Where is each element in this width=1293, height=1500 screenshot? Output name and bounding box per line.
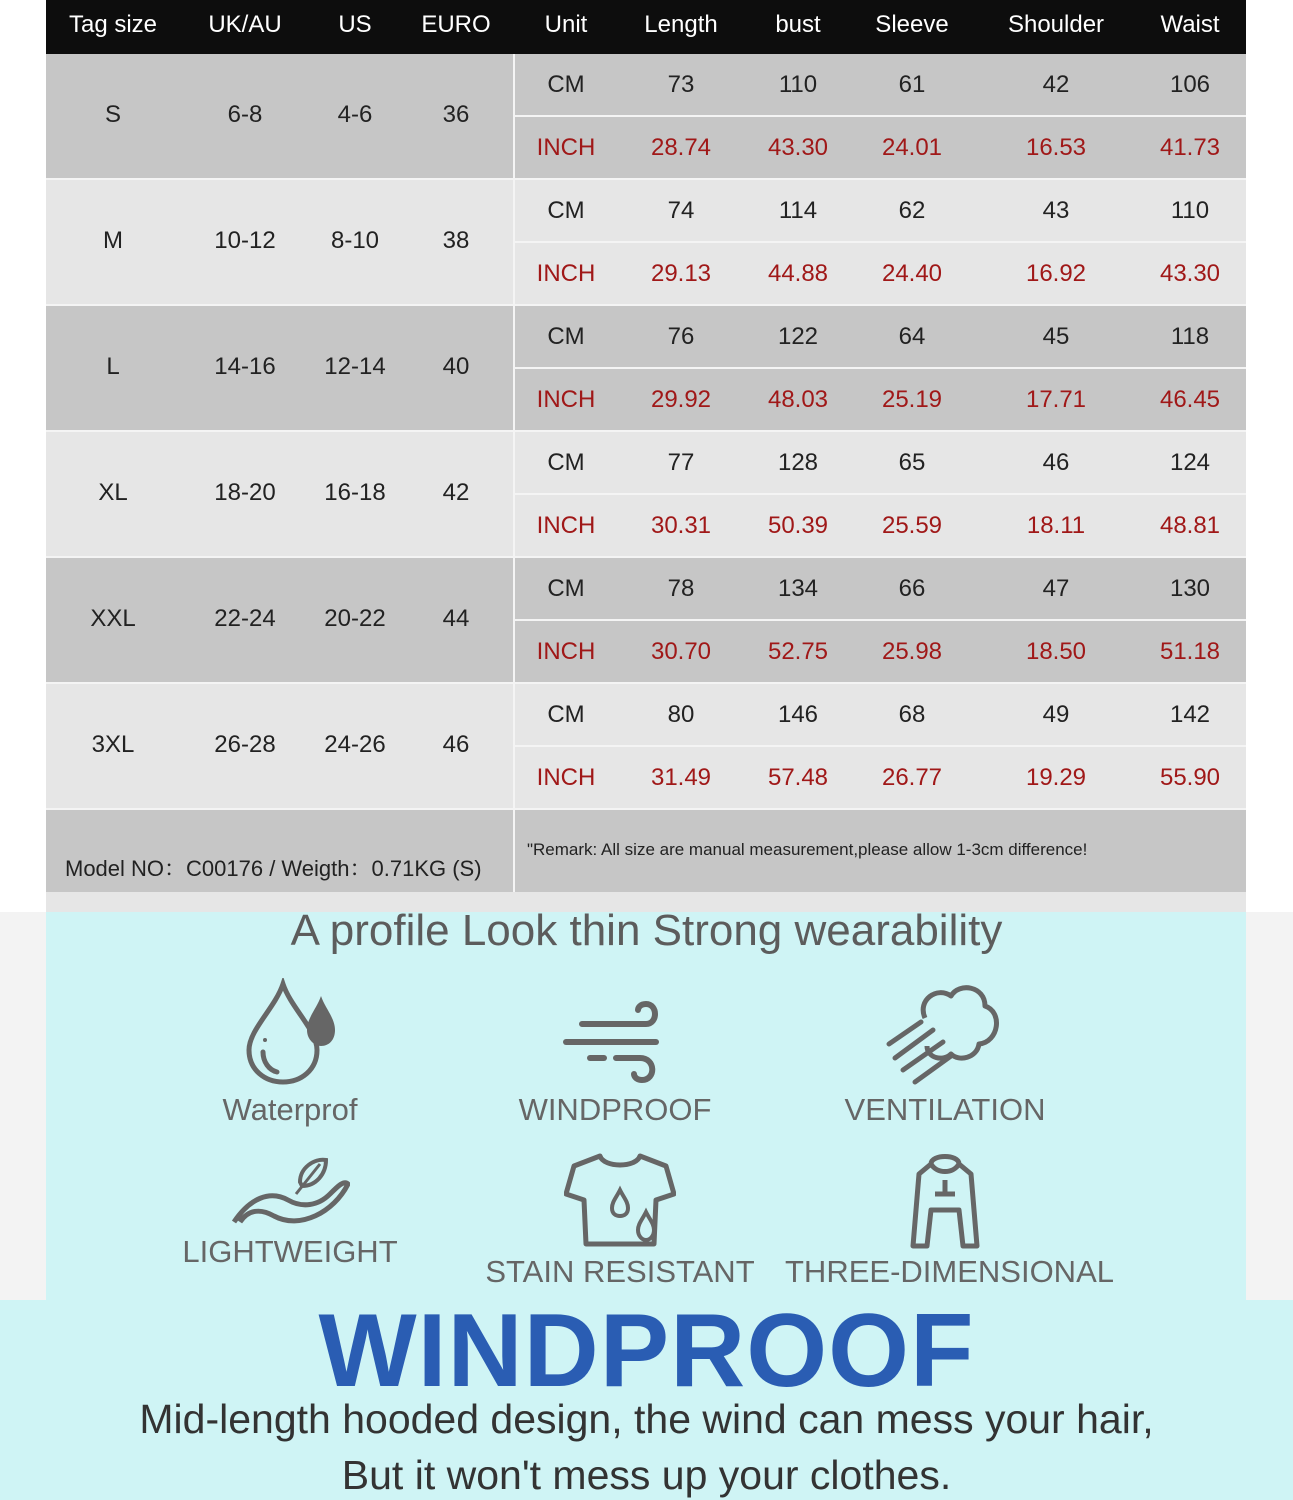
size-cell-uk: 22-24	[214, 605, 276, 632]
inch-cell-length: 30.31	[650, 512, 712, 539]
feature-label-windproof: WINDPROOF	[518, 1092, 712, 1127]
cm-cell-length: 73	[667, 71, 695, 98]
size-cell-tag: 3XL	[91, 731, 135, 758]
inch-cell-bust: 57.48	[767, 764, 829, 791]
inch-cell-sleeve: 25.59	[881, 512, 943, 539]
cm-measurement-row	[515, 432, 1246, 493]
cm-cell-sleeve: 64	[898, 323, 926, 350]
cm-cell-shoulder: 47	[1042, 575, 1070, 602]
cm-cell-shoulder: 45	[1042, 323, 1070, 350]
size-cell-euro: 36	[442, 101, 470, 128]
inch-cell-unit: INCH	[536, 260, 596, 287]
side-strip-left	[0, 912, 46, 1300]
feature-lightweight	[130, 1150, 450, 1270]
inch-cell-sleeve: 24.01	[881, 134, 943, 161]
size-cell-tag: L	[106, 353, 120, 380]
cm-cell-shoulder: 42	[1042, 71, 1070, 98]
size-cell-euro: 42	[442, 479, 470, 506]
header-sleeve: Sleeve	[875, 11, 949, 38]
inch-cell-sleeve: 26.77	[881, 764, 943, 791]
inch-cell-waist: 41.73	[1159, 134, 1221, 161]
inch-cell-waist: 55.90	[1159, 764, 1221, 791]
cm-cell-sleeve: 62	[898, 197, 926, 224]
inch-cell-bust: 44.88	[767, 260, 829, 287]
jacket-icon	[905, 1150, 985, 1250]
cm-cell-waist: 106	[1169, 71, 1211, 98]
cm-cell-waist: 118	[1170, 323, 1210, 350]
header-us: US	[338, 11, 372, 38]
inch-cell-shoulder: 18.11	[1026, 512, 1086, 539]
feature-label-stain-resistant: STAIN RESISTANT	[485, 1254, 755, 1289]
inch-cell-shoulder: 16.53	[1025, 134, 1087, 161]
cm-cell-bust: 128	[777, 449, 819, 476]
cm-cell-length: 78	[667, 575, 695, 602]
cm-cell-length: 77	[667, 449, 695, 476]
size-cell-us: 4-6	[337, 101, 373, 128]
inch-cell-unit: INCH	[536, 512, 596, 539]
size-cell-euro: 38	[442, 227, 470, 254]
size-cell-us: 12-14	[324, 353, 386, 380]
inch-cell-waist: 43.30	[1159, 260, 1221, 287]
size-row-group	[46, 54, 1246, 180]
size-cell-us: 8-10	[330, 227, 380, 254]
cm-cell-waist: 110	[1170, 197, 1210, 224]
size-chart-table	[46, 0, 1246, 894]
header-tag-size: Tag size	[68, 11, 158, 38]
size-cell-uk: 6-8	[227, 101, 263, 128]
size-cell-us: 20-22	[324, 605, 386, 632]
inch-cell-bust: 50.39	[767, 512, 829, 539]
cm-cell-length: 74	[667, 197, 695, 224]
size-cell-us: 24-26	[324, 731, 386, 758]
cm-cell-sleeve: 61	[898, 71, 926, 98]
cm-cell-unit: CM	[547, 701, 585, 728]
cm-cell-bust: 134	[777, 575, 819, 602]
cm-cell-unit: CM	[547, 71, 585, 98]
cm-cell-shoulder: 46	[1042, 449, 1070, 476]
side-strip-right	[1246, 912, 1293, 1300]
inch-cell-unit: INCH	[536, 638, 596, 665]
inch-measurement-row	[515, 369, 1246, 430]
remark-note: "Remark: All size are manual measurement,please allow 1-3cm difference!	[527, 840, 1088, 859]
inch-cell-shoulder: 16.92	[1025, 260, 1087, 287]
inch-measurement-row	[515, 495, 1246, 556]
header-euro: EURO	[421, 11, 491, 38]
size-cell-euro: 40	[442, 353, 470, 380]
feature-label-waterproof: Waterprof	[222, 1092, 358, 1127]
cm-measurement-row	[515, 54, 1246, 115]
table-header	[46, 0, 1246, 54]
feature-stain-resistant	[460, 1150, 780, 1290]
cm-cell-unit: CM	[547, 197, 585, 224]
cm-measurement-row	[515, 684, 1246, 745]
inch-cell-length: 31.49	[650, 764, 712, 791]
inch-measurement-row	[515, 243, 1246, 304]
inch-cell-length: 28.74	[650, 134, 712, 161]
inch-cell-bust: 48.03	[767, 386, 829, 413]
feature-label-lightweight: LIGHTWEIGHT	[182, 1234, 398, 1269]
feature-label-three-dimensional: THREE-DIMENSIONAL	[785, 1254, 1114, 1289]
inch-cell-sleeve: 24.40	[881, 260, 943, 287]
size-cell-tag: S	[104, 101, 122, 128]
cm-cell-bust: 110	[778, 71, 818, 98]
cm-cell-unit: CM	[547, 323, 585, 350]
size-row-group	[46, 432, 1246, 558]
size-cell-uk: 10-12	[214, 227, 276, 254]
size-cell-uk: 26-28	[214, 731, 276, 758]
header-unit: Unit	[544, 11, 588, 38]
cm-cell-shoulder: 43	[1042, 197, 1070, 224]
feather-hand-icon	[230, 1150, 350, 1230]
cm-cell-sleeve: 65	[898, 449, 926, 476]
inch-cell-bust: 52.75	[767, 638, 829, 665]
feature-ventilation	[785, 978, 1105, 1128]
table-footer	[46, 810, 1246, 894]
size-row-group	[46, 684, 1246, 810]
cm-cell-sleeve: 66	[898, 575, 926, 602]
feature-waterproof	[130, 978, 450, 1128]
cm-cell-length: 80	[667, 701, 695, 728]
header-length: Length	[644, 11, 718, 38]
cm-cell-unit: CM	[547, 449, 585, 476]
size-row-group	[46, 180, 1246, 306]
inch-measurement-row	[515, 621, 1246, 682]
water-drops-icon	[235, 978, 345, 1088]
description-line-1: Mid-length hooded design, the wind can mess your hair,	[139, 1396, 1154, 1442]
inch-cell-length: 30.70	[650, 638, 712, 665]
size-cell-tag: XL	[98, 479, 128, 506]
header-shoulder: Shoulder	[1007, 11, 1105, 38]
inch-cell-unit: INCH	[536, 764, 596, 791]
size-cell-uk: 18-20	[214, 479, 276, 506]
header-uk-au: UK/AU	[208, 11, 282, 38]
inch-cell-sleeve: 25.19	[881, 386, 943, 413]
inch-cell-shoulder: 17.71	[1025, 386, 1087, 413]
size-row-group	[46, 558, 1246, 684]
header-waist: Waist	[1160, 11, 1220, 38]
cm-cell-waist: 142	[1169, 701, 1211, 728]
feature-label-ventilation: VENTILATION	[844, 1092, 1046, 1127]
inch-cell-shoulder: 19.29	[1025, 764, 1087, 791]
cm-cell-bust: 146	[777, 701, 819, 728]
wind-icon	[560, 978, 670, 1088]
size-cell-tag: XXL	[90, 605, 136, 632]
inch-cell-unit: INCH	[536, 134, 596, 161]
cm-measurement-row	[515, 180, 1246, 241]
size-cell-euro: 46	[442, 731, 470, 758]
inch-cell-waist: 51.18	[1159, 638, 1221, 665]
size-cell-us: 16-18	[324, 479, 386, 506]
inch-measurement-row	[515, 747, 1246, 808]
inch-cell-length: 29.13	[650, 260, 712, 287]
feature-windproof	[455, 978, 775, 1128]
windproof-title: WINDPROOF	[318, 1293, 975, 1409]
cm-cell-unit: CM	[547, 575, 585, 602]
size-cell-euro: 44	[442, 605, 470, 632]
header-bust: bust	[775, 11, 821, 38]
cm-cell-bust: 114	[778, 197, 818, 224]
inch-cell-unit: INCH	[536, 386, 596, 413]
cm-cell-waist: 124	[1169, 449, 1211, 476]
model-info: Model NO：C00176 / Weigth：0.71KG (S)	[65, 856, 482, 881]
tshirt-drops-icon	[564, 1150, 676, 1250]
size-cell-uk: 14-16	[214, 353, 276, 380]
inch-cell-shoulder: 18.50	[1025, 638, 1087, 665]
airflow-icon	[885, 978, 1005, 1088]
inch-cell-length: 29.92	[650, 386, 712, 413]
inch-cell-waist: 46.45	[1159, 386, 1221, 413]
table-body	[46, 54, 1246, 810]
inch-measurement-row	[515, 117, 1246, 178]
cm-cell-waist: 130	[1169, 575, 1211, 602]
feature-three-dimensional	[785, 1150, 1114, 1290]
feature-headline: A profile Look thin Strong wearability	[290, 906, 1003, 955]
cm-measurement-row	[515, 306, 1246, 367]
cm-cell-bust: 122	[777, 323, 819, 350]
inch-cell-waist: 48.81	[1159, 512, 1221, 539]
size-row-group	[46, 306, 1246, 432]
cm-cell-shoulder: 49	[1042, 701, 1070, 728]
cm-cell-sleeve: 68	[898, 701, 926, 728]
description-line-2: But it won't mess up your clothes.	[341, 1452, 952, 1498]
size-cell-tag: M	[103, 227, 123, 254]
cm-cell-length: 76	[667, 323, 695, 350]
inch-cell-bust: 43.30	[767, 134, 829, 161]
inch-cell-sleeve: 25.98	[881, 638, 943, 665]
cm-measurement-row	[515, 558, 1246, 619]
